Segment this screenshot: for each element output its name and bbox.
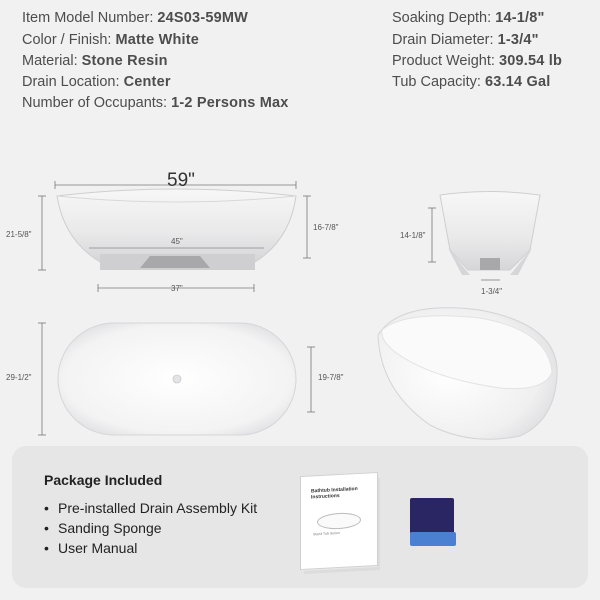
length-label: 59" [167,170,195,191]
top-view [38,323,315,435]
spec-occupants: Number of Occupants: 1-2 Persons Max [22,95,289,111]
package-item: • Sanding Sponge [44,520,162,536]
perspective-view [378,308,557,439]
front-drain-pipe [140,256,210,268]
manual-tub-illustration [317,512,361,530]
bullet: • [44,500,49,516]
height-right-label: 16-7/8" [313,223,339,232]
bullet: • [44,520,49,536]
user-manual-image [300,474,380,570]
width-outer-label: 29-1/2" [6,373,32,382]
width-inner-label: 19-7/8" [318,373,344,382]
spec-soaking-depth: Soaking Depth: 14-1/8" [392,10,545,26]
base-label: 37" [171,284,183,293]
top-drain [173,375,181,383]
spec-model: Item Model Number: 24S03-59MW [22,10,249,26]
spec-drain-diameter: Drain Diameter: 1-3/4" [392,32,539,48]
spec-drain-location: Drain Location: Center [22,74,171,90]
sanding-sponge-image [410,498,456,548]
package-title: Package Included [44,472,163,488]
inner-top-label: 45" [171,237,183,246]
spec-weight: Product Weight: 309.54 lb [392,53,563,69]
spec-material: Material: Stone Resin [22,53,168,69]
side-view [428,192,540,281]
side-depth-label: 14-1/8" [400,231,426,240]
height-left-label: 21-5/8" [6,230,32,239]
front-tub-body [57,189,296,262]
package-item: • Pre-installed Drain Assembly Kit [44,500,258,516]
manual-title: Bathtub Installation Instructions [311,486,358,501]
spec-color: Color / Finish: Matte White [22,32,200,48]
spec-capacity: Tub Capacity: 63.14 Gal [392,74,551,90]
side-drain-label: 1-3/4" [481,287,503,296]
manual-subtitle: Stand Tub Series [313,530,340,537]
package-item: • User Manual [44,540,138,556]
bullet: • [44,540,49,556]
side-drain-pipe [480,258,500,270]
